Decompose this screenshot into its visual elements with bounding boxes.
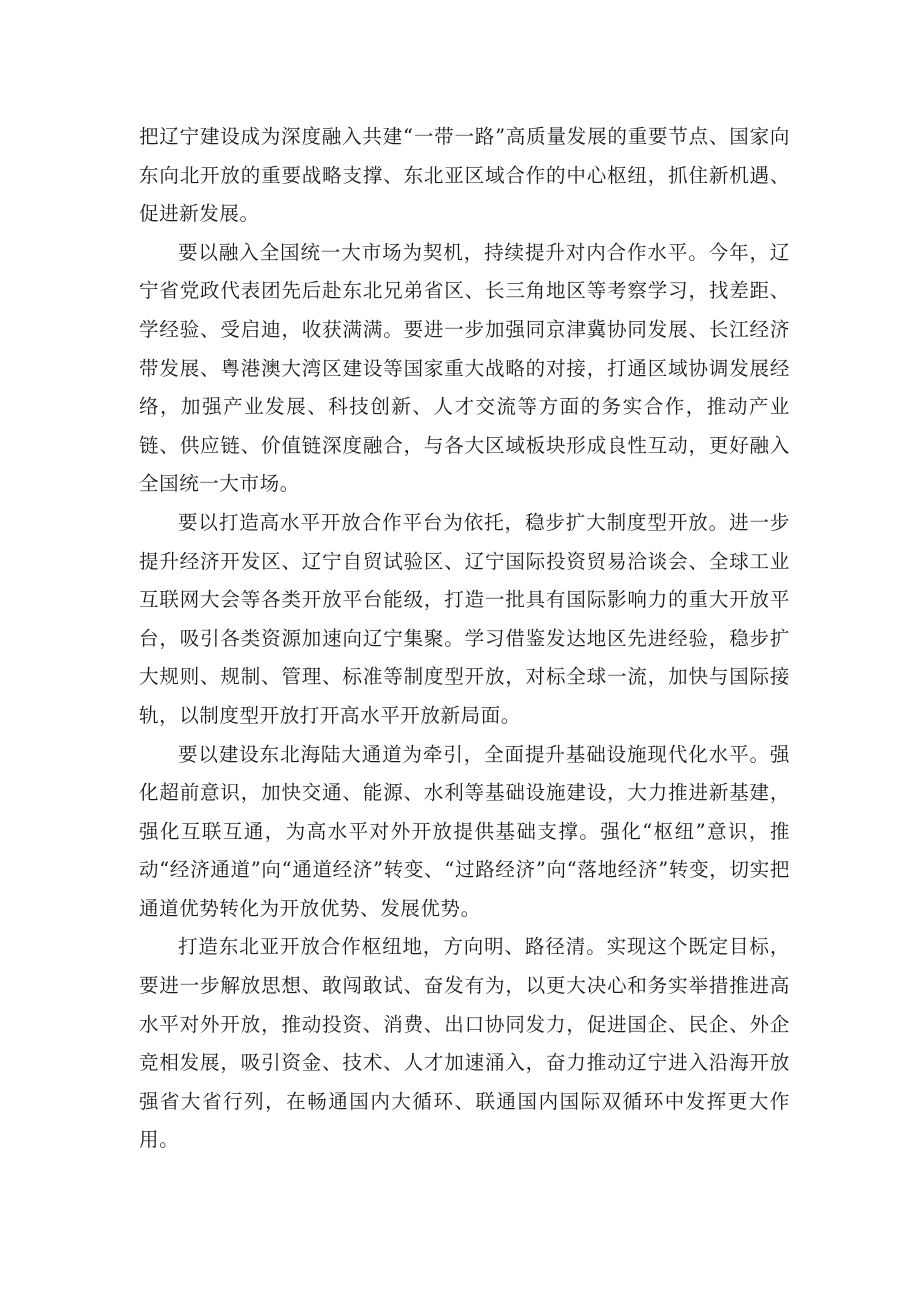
paragraph-1: 把辽宁建设成为深度融入共建“一带一路”高质量发展的重要节点、国家向东向北开放的重要战略支撑、东北亚区域合作的中心枢纽，抓住新机遇、促进新发展。 — [139, 125, 790, 226]
paragraph-4: 要以建设东北海陆大通道为牵引，全面提升基础设施现代化水平。强化超前意识，加快交通、能源、水利等基础设施建设，大力推进新基建，强化互联互通，为高水平对外开放提供基础支撑。强化“枢纽”意识，推动“经济通道”向“通道经济”转变、“过路经济”向“落地经济”转变，切实把通道优势转化为开放优势、发展优势。 — [139, 742, 790, 920]
paragraph-3: 要以打造高水平开放合作平台为依托，稳步扩大制度型开放。进一步提升经济开发区、辽宁自贸试验区、辽宁国际投资贸易洽谈会、全球工业互联网大会等各类开放平台能级，打造一批具有国际影响力的重大开放平台，吸引各类资源加速向辽宁集聚。学习借鉴发达地区先进经验，稳步扩大规则、规制、管理、标准等制度型开放，对标全球一流，加快与国际接轨，以制度型开放打开高水平开放新局面。 — [139, 510, 790, 727]
paragraph-5: 打造东北亚开放合作枢纽地，方向明、路径清。实现这个既定目标，要进一步解放思想、敢闯敢试、奋发有为，以更大决心和务实举措推进高水平对外开放，推动投资、消费、出口协同发力，促进国企、民企、外企竞相发展，吸引资金、技术、人才加速涌入，奋力推动辽宁进入沿海开放强省大省行列，在畅通国内大循环、联通国内国际双循环中发挥更大作用。 — [139, 935, 790, 1152]
paragraph-2: 要以融入全国统一大市场为契机，持续提升对内合作水平。今年，辽宁省党政代表团先后赴东北兄弟省区、长三角地区等考察学习，找差距、学经验、受启迪，收获满满。要进一步加强同京津冀协同发展、长江经济带发展、粤港澳大湾区建设等国家重大战略的对接，打通区域协调发展经络，加强产业发展、科技创新、人才交流等方面的务实合作，推动产业链、供应链、价值链深度融合，与各大区域板块形成良性互动，更好融入全国统一大市场。 — [139, 240, 790, 496]
article-body — [139, 118, 790, 1160]
